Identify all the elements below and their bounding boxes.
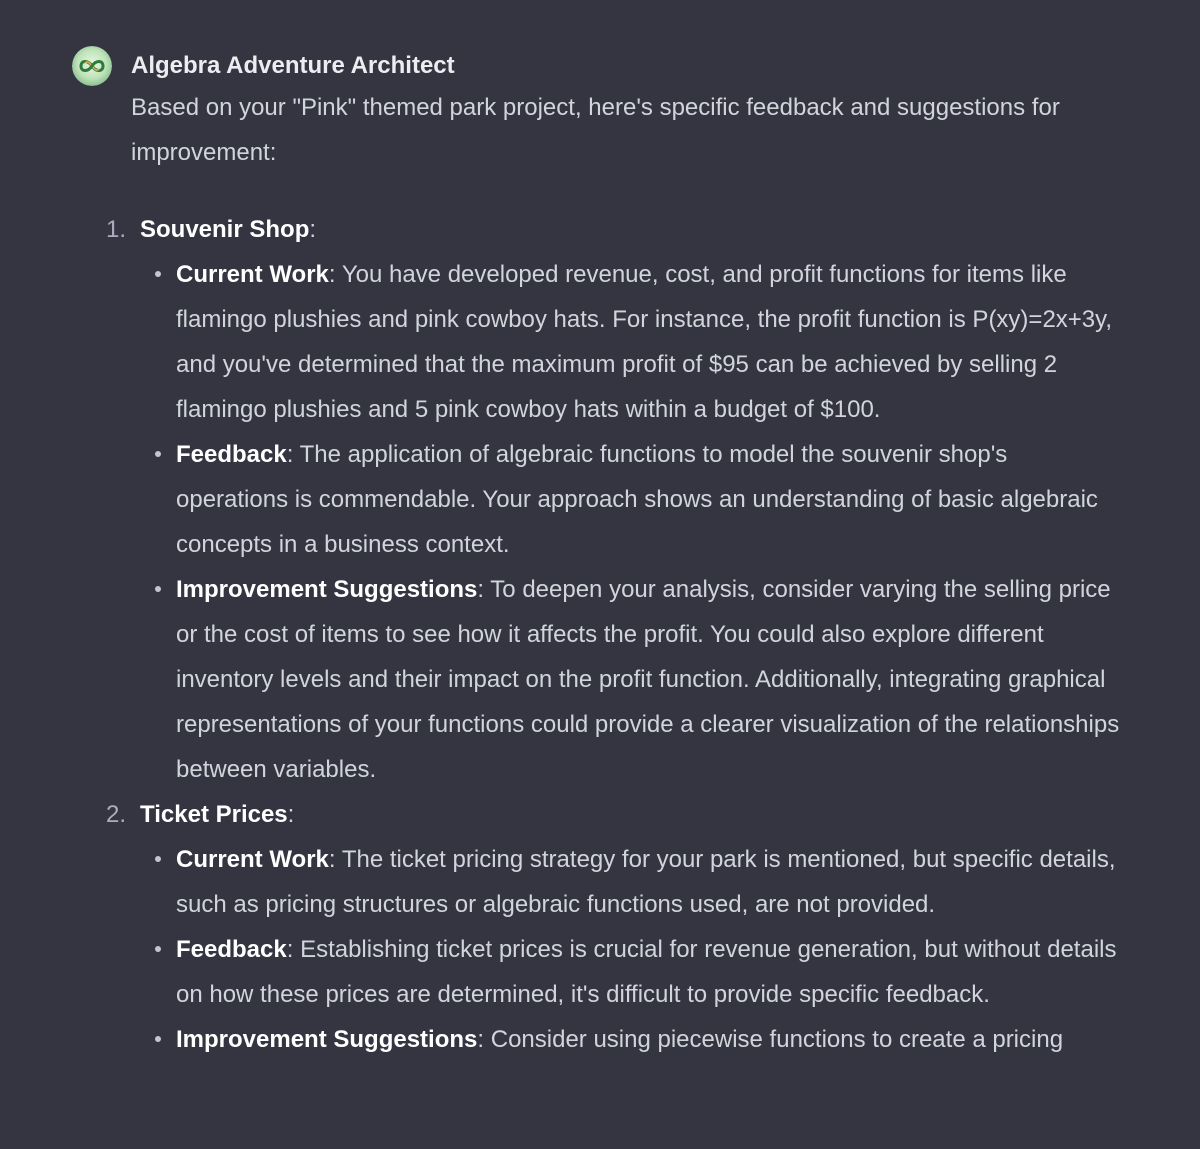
bullet-dot-icon	[155, 1036, 161, 1042]
section-bullets	[140, 837, 1121, 1062]
bullet-text: Consider using piecewise functions to create a pricing	[490, 1026, 1064, 1053]
section-souvenir-shop	[106, 207, 1121, 792]
message-content	[106, 85, 1121, 1062]
section-title: Ticket Prices:	[140, 801, 295, 828]
bullet-dot-icon	[155, 271, 161, 277]
section-bullets	[140, 252, 1121, 792]
bullet-current-work: Current Work: The ticket pricing strategy for your park is mentioned, but specific details, such as pricing structures or algebraic functions used, are not provided.	[176, 837, 1121, 927]
bullet-improvement-suggestions: Improvement Suggestions: Consider using piecewise functions to create a pricing	[176, 1017, 1121, 1062]
bullet-feedback: Feedback: The application of algebraic functions to model the souvenir shop's operations is commendable. Your approach shows an understanding of basic algebraic concepts in a business context.	[176, 432, 1121, 567]
bullet-text: You have developed revenue, cost, and profit functions for items like flamingo plushies and pink cowboy hats. For instance, the profit function is P(xy)=2x+3y, and you've determined that the maximum profit of $95 can be achieved by selling 2 flamingo plushies and 5 pink cowboy hats within a budget of $100.	[176, 261, 1113, 423]
bullet-current-work: Current Work: You have developed revenue, cost, and profit functions for items like flamingo plushies and pink cowboy hats. For instance, the profit function is P(xy)=2x+3y, and you've determined that the maximum profit of $95 can be achieved by selling 2 flamingo plushies and 5 pink cowboy hats within a budget of $100.	[176, 252, 1121, 432]
bullet-feedback: Feedback: Establishing ticket prices is crucial for revenue generation, but without details on how these prices are determined, it's difficult to provide specific feedback.	[176, 927, 1121, 1017]
bullet-label: Feedback	[176, 936, 287, 963]
gpt-avatar-icon	[72, 46, 112, 86]
bullet-text: Establishing ticket prices is crucial for revenue generation, but without details on how these prices are determined, it's difficult to provide specific feedback.	[176, 936, 1117, 1008]
bullet-text: The ticket pricing strategy for your park is mentioned, but specific details, such as pricing structures or algebraic functions used, are not provided.	[176, 846, 1116, 918]
section-title: Souvenir Shop:	[140, 216, 317, 243]
bullet-dot-icon	[155, 586, 161, 592]
bullet-text: The application of algebraic functions to model the souvenir shop's operations is commendable. Your approach shows an understanding of basic algebraic concepts in a business context.	[176, 441, 1098, 558]
intro-text: Based on your "Pink" themed park project, here's specific feedback and suggestions for improvement:	[131, 94, 1060, 166]
bullet-label: Feedback	[176, 441, 287, 468]
section-number: 2.	[106, 801, 127, 828]
bullet-label: Current Work	[176, 261, 329, 288]
bullet-improvement-suggestions: Improvement Suggestions: To deepen your analysis, consider varying the selling price or the cost of items to see how it affects the profit. You could also explore different inventory levels and their impact on the profit function. Additionally, integrating graphical representations of your functions could provide a clearer visualization of the relationships between variables.	[176, 567, 1121, 792]
bullet-dot-icon	[155, 946, 161, 952]
message-author: Algebra Adventure Architect	[131, 52, 455, 79]
section-number: 1.	[106, 216, 127, 243]
feedback-sections	[106, 207, 1121, 1062]
bullet-label: Improvement Suggestions	[176, 576, 478, 603]
bullet-dot-icon	[155, 451, 161, 457]
section-ticket-prices	[106, 792, 1121, 1062]
bullet-label: Improvement Suggestions	[176, 1026, 478, 1053]
bullet-label: Current Work	[176, 846, 329, 873]
bullet-text: To deepen your analysis, consider varying the selling price or the cost of items to see how it affects the profit. You could also explore different inventory levels and their impact on the profit function. Additionally, integrating graphical representations of your functions could provide a clearer visualization of the relationships between variables.	[176, 576, 1120, 783]
bullet-dot-icon	[155, 856, 161, 862]
